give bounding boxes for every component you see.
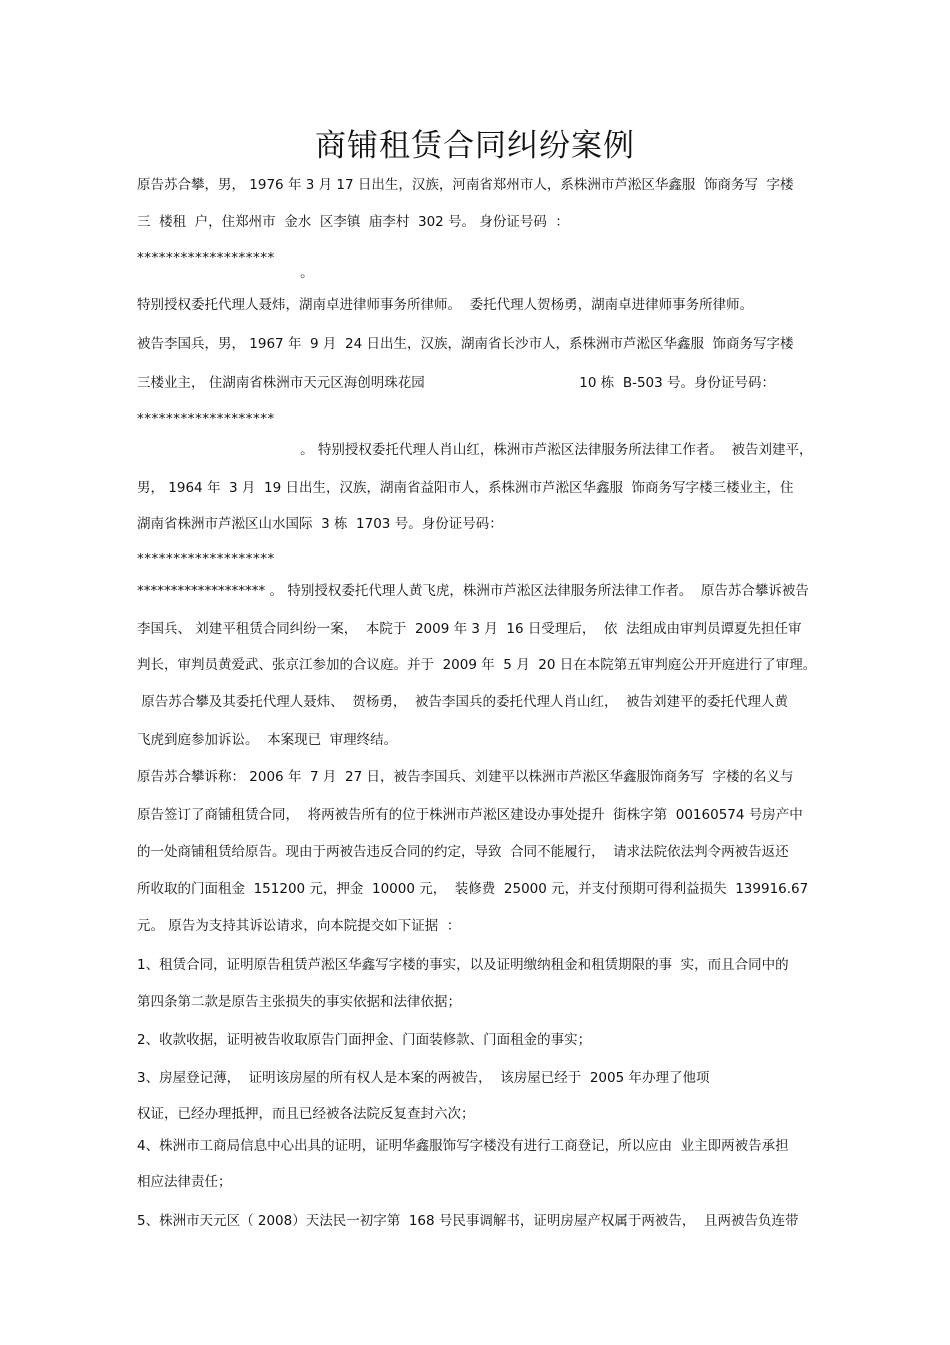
text-line: 所收取的门面租金 151200 元，押金 10000 元， 装修费 25000 元，并支付预期可得利益损失 139916.67 <box>137 881 809 897</box>
text-line: 权证，已经办理抵押，而且已经被各法院反复查封六次； <box>137 1106 475 1122</box>
text-line: 判长，审判员黄爱武、张京江参加的合议庭。并于 2009 年 5 月 20 日在本院第五审判庭公开开庭进行了审理。 <box>137 657 817 673</box>
text-line: 4、株洲市工商局信息中心出具的证明，证明华鑫服饰写字楼没有进行工商登记，所以应由 业主即两被告承担 <box>137 1138 789 1154</box>
masked-id-line: ******************* <box>137 250 275 266</box>
text-line: 2、收款收据，证明被告收取原告门面押金、门面装修款、门面租金的事实； <box>137 1032 592 1048</box>
text-line: 原告苏合攀诉称： 2006 年 7 月 27 日，被告李国兵、刘建平以株洲市芦淞区华鑫服饰商务写 字楼的名义与 <box>137 769 794 785</box>
text-line: 元。 原告为支持其诉讼请求，向本院提交如下证据 ： <box>137 918 461 934</box>
page-title: 商铺租赁合同纠纷案例 <box>315 128 635 164</box>
text-line: 被告李国兵，男， 1967 年 9 月 24 日出生，汉族，湖南省长沙市人，系株洲市芦淞区华鑫服 饰商务写字楼 <box>137 336 794 352</box>
text-line: 特别授权委托代理人聂炜，湖南卓进律师事务所律师。 委托代理人贺杨勇，湖南卓进律师事务所律师。 <box>137 297 754 313</box>
text-line: ******************* 。 特别授权委托代理人黄飞虎，株洲市芦淞区法律服务所法律工作者。 原告苏合攀诉被告 <box>137 583 809 599</box>
text-line: 三楼业主， 住湖南省株洲市天元区海创明珠花园 10 栋 B-503 号。身份证号码： <box>137 375 776 391</box>
text-line: 三 楼租 户，住郑州市 金水 区李镇 庙李村 302 号。 身份证号码 ： <box>137 214 569 230</box>
masked-id-line: ******************* <box>137 411 275 427</box>
text-line: 原告签订了商铺租赁合同， 将两被告所有的位于株洲市芦淞区建设办事处提升 街株字第 00160574 号房产中 <box>137 807 803 823</box>
text-line: 的一处商铺租赁给原告。现由于两被告违反合同的约定，导致 合同不能履行， 请求法院依法判令两被告返还 <box>137 844 789 860</box>
text-line: 原告苏合攀及其委托代理人聂炜、 贺杨勇， 被告李国兵的委托代理人肖山红， 被告刘建平的委托代理人黄 <box>137 694 789 710</box>
text-line: 湖南省株洲市芦淞区山水国际 3 栋 1703 号。身份证号码： <box>137 516 503 532</box>
text-line: 。 <box>137 265 314 281</box>
text-line: 飞虎到庭参加诉讼。 本案现已 审理终结。 <box>137 732 398 748</box>
text-line: 男， 1964 年 3 月 19 日出生，汉族，湖南省益阳市人，系株洲市芦淞区华鑫服 饰商务写字楼三楼业主，住 <box>137 480 794 496</box>
text-line: 第四条第二款是原告主张损失的事实依据和法律依据； <box>137 994 461 1010</box>
text-line: 原告苏合攀，男， 1976 年 3 月 17 日出生，汉族，河南省郑州市人，系株洲市芦淞区华鑫服 饰商务写 字楼 <box>137 177 794 193</box>
masked-id-line: ******************* <box>137 551 275 567</box>
text-line: 1、租赁合同，证明原告租赁芦淞区华鑫写字楼的事实，以及证明缴纳租金和租赁期限的事 实，而且合同中的 <box>137 957 789 973</box>
text-line: 。 特别授权委托代理人肖山红，株洲市芦淞区法律服务所法律工作者。 被告刘建平， <box>137 442 813 458</box>
text-line: 李国兵、 刘建平租赁合同纠纷一案， 本院于 2009 年 3 月 16 日受理后， 依 法组成由审判员谭夏先担任审 <box>137 621 802 637</box>
text-line: 5、株洲市天元区（ 2008）天法民一初字第 168 号民事调解书，证明房屋产权属于两被告， 且两被告负连带 <box>137 1213 799 1229</box>
text-line: 相应法律责任； <box>137 1174 232 1190</box>
text-line: 3、房屋登记薄， 证明该房屋的所有权人是本案的两被告， 该房屋已经于 2005 年办理了他项 <box>137 1070 710 1086</box>
